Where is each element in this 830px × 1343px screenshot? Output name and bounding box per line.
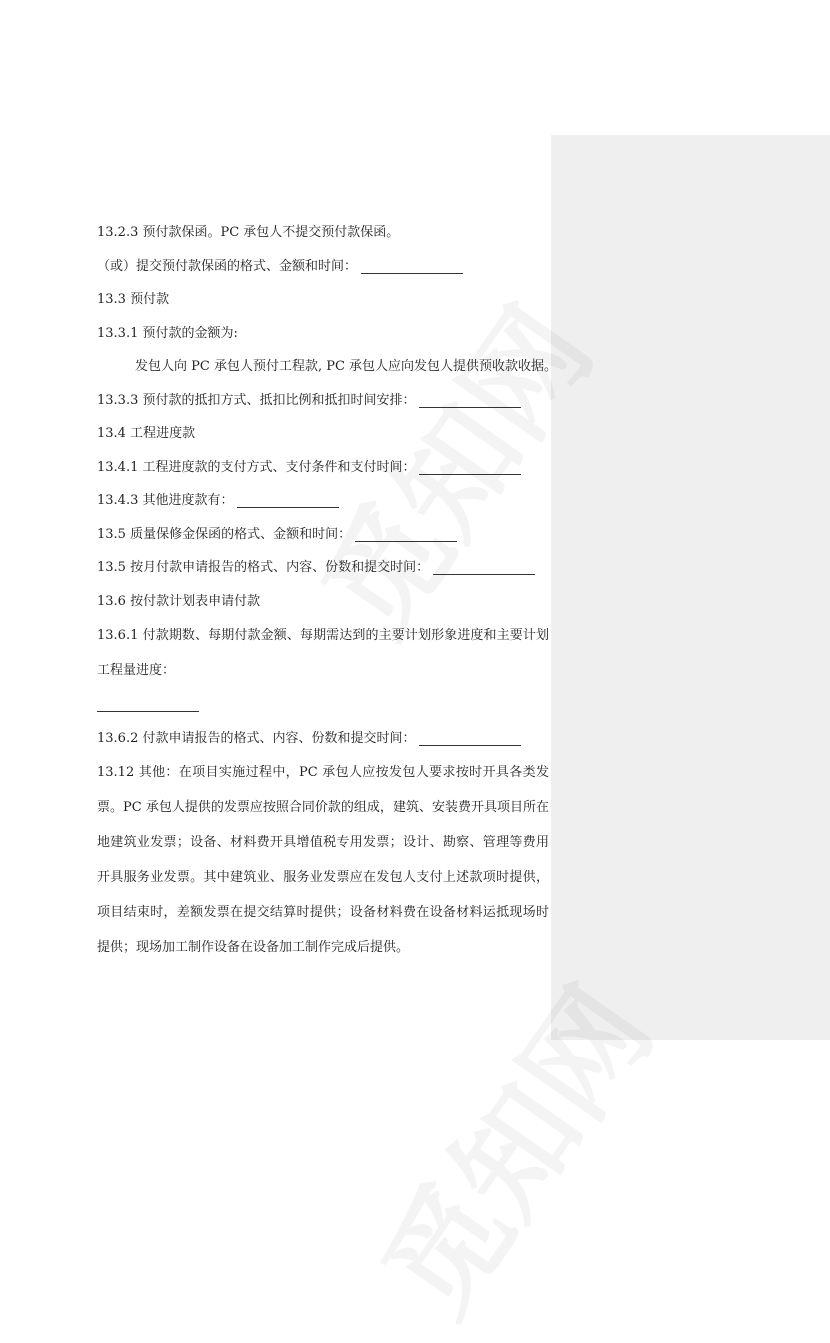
line-13-4-3: 13.4.3 其他进度款有： [97,484,549,518]
line-advance-payment: 发包人向 PC 承包人预付工程款, PC 承包人应向发包人提供预收款收据。 [135,359,558,374]
fill-blank[interactable] [361,257,463,274]
fill-blank[interactable] [419,391,521,408]
line-13-6-2: 13.6.2 付款申请报告的格式、内容、份数和提交时间： [97,722,549,756]
line-13-2-3-alt: （或）提交预付款保函的格式、金额和时间： [97,250,549,284]
line-13-5-a: 13.5 质量保修金保函的格式、金额和时间： [97,518,549,552]
line-13-6-1-blank [97,688,549,722]
fill-blank[interactable] [237,491,339,508]
line-13-4-1: 13.4.1 工程进度款的支付方式、支付条件和支付时间： [97,451,549,485]
fill-blank[interactable] [355,525,457,542]
line-13-2-3: 13.2.3 预付款保函。PC 承包人不提交预付款保函。 [97,225,400,240]
heading-13-4: 13.4 工程进度款 [97,426,196,441]
fill-blank[interactable] [419,458,521,475]
heading-13-3: 13.3 预付款 [97,292,170,307]
fill-blank[interactable] [433,558,535,575]
document-body [97,216,558,965]
line-13-3-3: 13.3.3 预付款的抵扣方式、抵扣比例和抵扣时间安排： [97,384,549,418]
para-13-6-1: 13.6.1 付款期数、每期付款金额、每期需达到的主要计划形象进度和主要计划工程量进度： [97,628,549,678]
para-13-12: 13.12 其他：在项目实施过程中，PC 承包人应按发包人要求按时开具各类发票。PC 承包人提供的发票应按照合同价款的组成，建筑、安装费开具项目所在地建筑业发票；设备、材料费开具增值税专用发票；设计、勘察、管理等费用开具服务业发票。其中建筑业、服务业发票应在发包人支付上述款项时提供，项目结束时，差额发票在提交结算时提供；设备材料费在设备材料运抵现场时提供；现场加工制作设备在设备加工制作完成后提供。 [97,765,549,955]
heading-13-6: 13.6 按付款计划表申请付款 [97,593,261,609]
fill-blank[interactable] [419,729,521,746]
line-13-5-b: 13.5 按月付款申请报告的格式、内容、份数和提交时间： [97,551,549,585]
comment-side-panel [551,135,830,1040]
fill-blank[interactable] [97,695,199,712]
line-13-3-1: 13.3.1 预付款的金额为: [97,325,238,341]
